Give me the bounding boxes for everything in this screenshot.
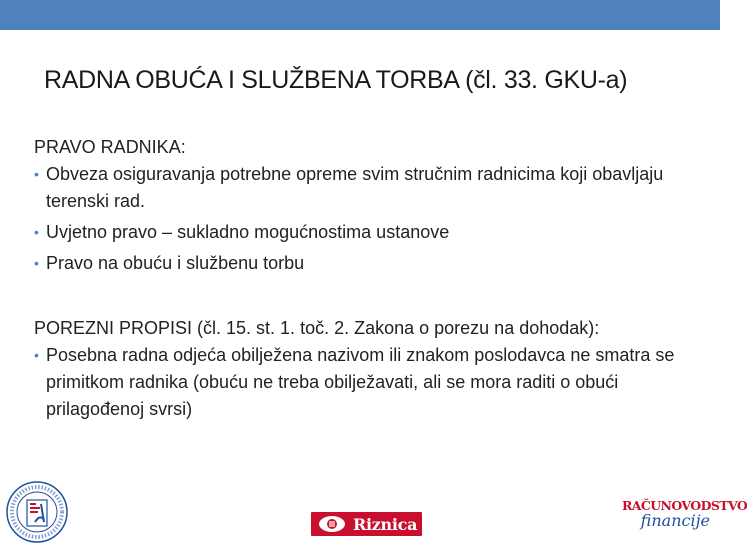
section-heading-tax-rules: POREZNI PROPISI (čl. 15. st. 1. toč. 2. Zakona o porezu na dohodak): bbox=[34, 318, 600, 338]
riznica-emblem-icon bbox=[317, 514, 347, 534]
list-item: • Posebna radna odjeća obilježena nazivom ili znakom poslodavca ne smatra se primitkom radnika (obuću ne treba obilježavati, ali se mora raditi o obući prilagođenoj svrsi) bbox=[34, 342, 684, 423]
top-color-bar bbox=[0, 0, 720, 30]
riznica-logo: Riznica bbox=[311, 512, 422, 536]
section-heading-employee-right: PRAVO RADNIKA: bbox=[34, 137, 186, 157]
bullet-icon: • bbox=[34, 224, 39, 240]
list-item: • Obveza osiguravanja potrebne opreme svim stručnim radnicima koji obavljaju terenski rad. bbox=[34, 161, 684, 215]
bullet-icon: • bbox=[34, 347, 39, 363]
association-seal-logo bbox=[5, 480, 69, 544]
racunovodstvo-financije-logo: RAČUNOVODSTVO financije bbox=[622, 498, 747, 530]
bullet-icon: • bbox=[34, 166, 39, 182]
bullet-icon: • bbox=[34, 255, 39, 271]
slide-content bbox=[34, 134, 684, 427]
slide-title: RADNA OBUĆA I SLUŽBENA TORBA (čl. 33. GKU-a) bbox=[44, 66, 628, 94]
list-item: • Uvjetno pravo – sukladno mogućnostima ustanove bbox=[34, 219, 684, 246]
footer-logos bbox=[0, 470, 747, 540]
list-item: • Pravo na obuću i službenu torbu bbox=[34, 250, 684, 277]
